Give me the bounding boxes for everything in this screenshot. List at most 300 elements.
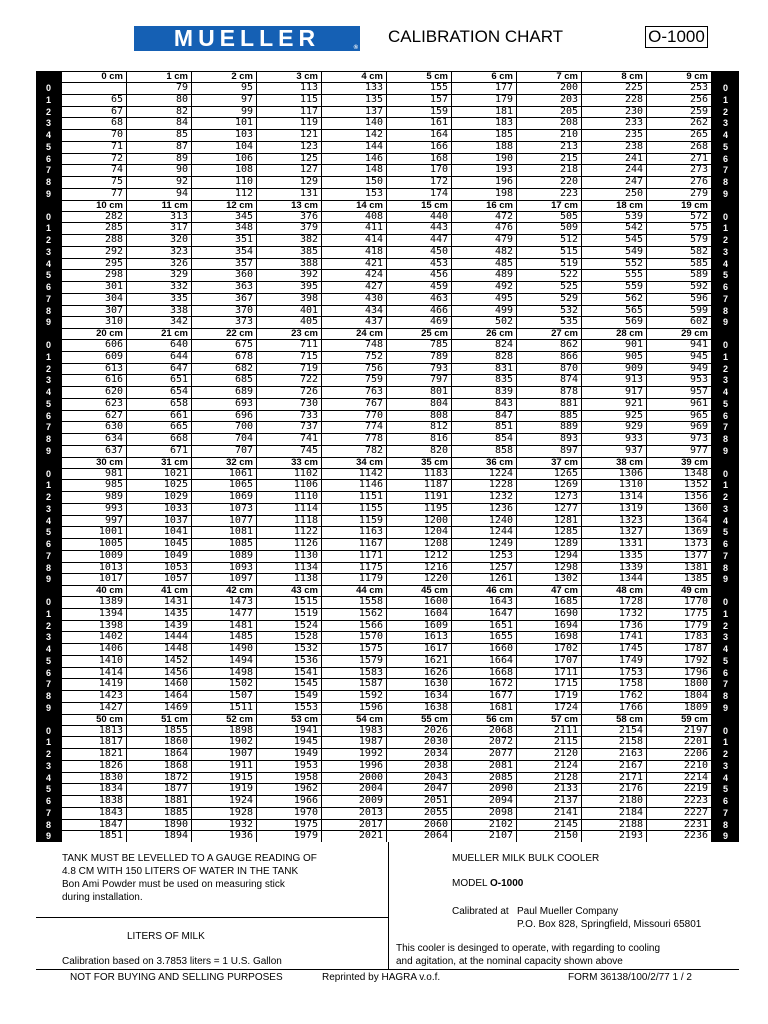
liters-cell: 1753: [582, 668, 646, 679]
liters-cell: 421: [322, 259, 386, 270]
powder-note-line-1: Bon Ami Powder must be used on measuring stick: [62, 879, 285, 890]
liters-cell: 1302: [517, 574, 581, 585]
column-header: 43 cm: [257, 586, 321, 596]
liters-cell: 228: [582, 95, 646, 106]
liters-cell: 133: [322, 83, 386, 94]
row-label-right: 4: [722, 130, 728, 140]
liters-cell: 1970: [257, 808, 321, 819]
liters-cell: 640: [127, 340, 191, 351]
liters-cell: 599: [647, 306, 711, 317]
liters-cell: 295: [62, 259, 126, 270]
row-label-left: 7: [45, 807, 51, 818]
row-label-right: 0: [722, 83, 728, 93]
liters-cell: 1804: [647, 691, 711, 702]
liters-cell: 801: [387, 387, 451, 398]
liters-cell: 1469: [127, 703, 191, 714]
liters-cell: 505: [517, 212, 581, 223]
liters-cell: 704: [192, 434, 256, 445]
liters-cell: 2197: [647, 726, 711, 737]
liters-cell: 812: [387, 422, 451, 433]
liters-cell: 1515: [257, 597, 321, 608]
form-code-box: O-1000: [645, 26, 708, 48]
liters-cell: 1224: [452, 469, 516, 480]
column-header: 44 cm: [322, 586, 386, 596]
row-label-right: 7: [722, 550, 728, 561]
liters-cell: 689: [192, 387, 256, 398]
column-header: 24 cm: [322, 329, 386, 339]
liters-cell: 719: [257, 364, 321, 375]
column-header: 25 cm: [387, 329, 451, 339]
row-label-left: 9: [45, 317, 51, 328]
liters-cell: 1289: [517, 539, 581, 550]
liters-cell: 67: [62, 107, 126, 118]
liters-cell: 68: [62, 118, 126, 129]
liters-cell: 2060: [387, 820, 451, 831]
row-label-left: 2: [45, 492, 51, 502]
row-label-left: 0: [45, 83, 51, 93]
liters-cell: 1485: [192, 632, 256, 643]
liters-cell: 1864: [127, 749, 191, 760]
liters-cell: 913: [582, 375, 646, 386]
liters-cell: 2180: [582, 796, 646, 807]
liters-cell: 1787: [647, 644, 711, 655]
liters-cell: 77: [62, 189, 126, 200]
liters-cell: 623: [62, 399, 126, 410]
liters-cell: 1389: [62, 597, 126, 608]
liters-cell: 1005: [62, 539, 126, 550]
liters-cell: 2043: [387, 773, 451, 784]
liters-cell: 1741: [582, 632, 646, 643]
column-header: 55 cm: [387, 715, 451, 725]
logo-text: MUELLER: [173, 25, 321, 51]
liters-cell: 1494: [192, 656, 256, 667]
liters-cell: 235: [582, 130, 646, 141]
liters-cell: 453: [387, 259, 451, 270]
liters-cell: 881: [517, 399, 581, 410]
liters-cell: 137: [322, 107, 386, 118]
liters-cell: 627: [62, 411, 126, 422]
liters-cell: 634: [62, 434, 126, 445]
row-label-left: 5: [45, 270, 51, 281]
liters-cell: 1987: [322, 737, 386, 748]
liters-cell: 71: [62, 142, 126, 153]
liters-cell: 1600: [387, 597, 451, 608]
liters-cell: 1749: [582, 656, 646, 667]
liters-cell: 401: [257, 306, 321, 317]
row-label-right: 2: [722, 749, 728, 759]
liters-cell: 153: [322, 189, 386, 200]
row-label-left: 2: [45, 106, 51, 117]
column-header: 51 cm: [127, 715, 191, 725]
row-label-right: 2: [722, 235, 728, 245]
liters-cell: 92: [127, 177, 191, 188]
liters-cell: 2013: [322, 808, 386, 819]
liters-cell: 1630: [387, 679, 451, 690]
row-label-right: 8: [722, 177, 728, 187]
liters-cell: 2094: [452, 796, 516, 807]
liters-cell: 1664: [452, 656, 516, 667]
page-title: CALIBRATION CHART: [388, 27, 564, 46]
liters-cell: 1834: [62, 784, 126, 795]
liters-cell: 2150: [517, 831, 581, 842]
column-header: 58 cm: [582, 715, 646, 725]
liters-cell: 447: [387, 235, 451, 246]
column-header: 23 cm: [257, 329, 321, 339]
liters-cell: 476: [452, 223, 516, 234]
liters-cell: 112: [192, 189, 256, 200]
row-label-right: 6: [722, 796, 728, 806]
liters-cell: 1142: [322, 469, 386, 480]
liters-cell: 668: [127, 434, 191, 445]
liters-cell: 190: [452, 154, 516, 165]
liters-cell: 589: [647, 270, 711, 281]
liters-cell: 1261: [452, 574, 516, 585]
liters-cell: 1860: [127, 737, 191, 748]
liters-cell: 123: [257, 142, 321, 153]
row-label-right: 5: [722, 398, 728, 409]
liters-cell: 310: [62, 317, 126, 328]
liters-cell: 148: [322, 165, 386, 176]
liters-cell: 238: [582, 142, 646, 153]
row-label-right: 5: [722, 270, 728, 281]
liters-cell: 2184: [582, 808, 646, 819]
liters-cell: 785: [387, 340, 451, 351]
liters-cell: 1025: [127, 480, 191, 491]
liters-cell: 200: [517, 83, 581, 94]
row-label-left: 2: [45, 235, 51, 245]
liters-cell: 909: [582, 364, 646, 375]
liters-cell: 1244: [452, 527, 516, 538]
liters-cell: 268: [647, 142, 711, 153]
column-header: 7 cm: [517, 72, 581, 82]
calibration-table: [36, 71, 739, 842]
column-header: 56 cm: [452, 715, 516, 725]
liters-cell: 1613: [387, 632, 451, 643]
liters-cell: 370: [192, 306, 256, 317]
liters-cell: 682: [192, 364, 256, 375]
liters-cell: 1736: [582, 621, 646, 632]
liters-cell: 1021: [127, 469, 191, 480]
liters-cell: 851: [452, 422, 516, 433]
liters-cell: 2064: [387, 831, 451, 842]
liters-cell: 2120: [517, 749, 581, 760]
liters-cell: 539: [582, 212, 646, 223]
liters-cell: 1979: [257, 831, 321, 842]
liters-cell: 552: [582, 259, 646, 270]
liters-cell: 1220: [387, 574, 451, 585]
liters-cell: 159: [387, 107, 451, 118]
liters-cell: 1102: [257, 469, 321, 480]
liters-cell: 220: [517, 177, 581, 188]
liters-cell: 1041: [127, 527, 191, 538]
row-label-right: 7: [722, 422, 728, 433]
liters-cell: 1045: [127, 539, 191, 550]
liters-cell: 170: [387, 165, 451, 176]
row-label-left: 9: [45, 574, 51, 585]
liters-cell: 233: [582, 118, 646, 129]
model-line: [452, 878, 523, 890]
liters-cell: 824: [452, 340, 516, 351]
column-header: 36 cm: [452, 458, 516, 468]
row-label-right: 1: [722, 737, 728, 748]
row-label-left: 5: [45, 784, 51, 795]
liters-cell: 1126: [257, 539, 321, 550]
row-label-right: 7: [722, 165, 728, 176]
row-label-right: 7: [722, 807, 728, 818]
liters-cell: 866: [517, 352, 581, 363]
liters-cell: 789: [387, 352, 451, 363]
liters-cell: 342: [127, 317, 191, 328]
liters-cell: 616: [62, 375, 126, 386]
liters-cell: 379: [257, 223, 321, 234]
row-label-right: 2: [722, 363, 728, 374]
liters-cell: 1073: [192, 504, 256, 515]
liters-cell: 360: [192, 270, 256, 281]
liters-cell: 693: [192, 399, 256, 410]
liters-cell: 722: [257, 375, 321, 386]
liters-cell: 957: [647, 387, 711, 398]
liters-cell: 104: [192, 142, 256, 153]
liters-cell: 549: [582, 247, 646, 258]
liters-cell: 1783: [647, 632, 711, 643]
liters-cell: 675: [192, 340, 256, 351]
liters-cell: 79: [127, 83, 191, 94]
liters-cell: 117: [257, 107, 321, 118]
liters-cell: 1643: [452, 597, 516, 608]
liters-cell: 1097: [192, 574, 256, 585]
liters-cell: 630: [62, 422, 126, 433]
row-label-left: 1: [45, 351, 51, 362]
model-label: MODEL: [452, 878, 488, 889]
liters-cell: 763: [322, 387, 386, 398]
row-label-right: 3: [722, 632, 728, 643]
liters-cell: 1953: [257, 761, 321, 772]
liters-cell: 1958: [257, 773, 321, 784]
liters-cell: 973: [647, 434, 711, 445]
liters-cell: 1232: [452, 492, 516, 503]
row-label-right: 8: [722, 691, 728, 701]
row-label-right: 1: [722, 223, 728, 234]
liters-cell: 953: [647, 375, 711, 386]
row-label-left: 3: [45, 632, 51, 643]
liters-cell: 1541: [257, 668, 321, 679]
row-label-left: 4: [45, 387, 51, 397]
liters-cell: 542: [582, 223, 646, 234]
liters-cell: 2085: [452, 773, 516, 784]
liters-cell: 244: [582, 165, 646, 176]
row-label-right: 9: [722, 317, 728, 328]
row-label-left: 0: [45, 340, 51, 350]
row-label-left: 6: [45, 539, 51, 549]
liters-cell: 1377: [647, 551, 711, 562]
liters-cell: 1061: [192, 469, 256, 480]
liters-cell: 1638: [387, 703, 451, 714]
column-header: 29 cm: [647, 329, 711, 339]
column-header: 19 cm: [647, 201, 711, 211]
liters-cell: 1464: [127, 691, 191, 702]
liters-cell: 115: [257, 95, 321, 106]
liters-cell: 2004: [322, 784, 386, 795]
liters-cell: 247: [582, 177, 646, 188]
column-header: 50 cm: [62, 715, 126, 725]
liters-cell: 696: [192, 411, 256, 422]
liters-cell: 651: [127, 375, 191, 386]
liters-cell: 620: [62, 387, 126, 398]
notes-section: [36, 842, 739, 1024]
model-value: O-1000: [489, 878, 524, 889]
liters-cell: 808: [387, 411, 451, 422]
liters-cell: 472: [452, 212, 516, 223]
liters-cell: 525: [517, 282, 581, 293]
liters-cell: 1732: [582, 609, 646, 620]
row-label-right: 4: [722, 515, 728, 526]
liters-cell: 1758: [582, 679, 646, 690]
liters-cell: 1907: [192, 749, 256, 760]
liters-cell: 1698: [517, 632, 581, 643]
liters-cell: 1228: [452, 480, 516, 491]
liters-cell: 172: [387, 177, 451, 188]
liters-cell: 1813: [62, 726, 126, 737]
liters-cell: 997: [62, 516, 126, 527]
liters-cell: 1724: [517, 703, 581, 714]
row-label-right: 3: [722, 118, 728, 129]
liters-cell: 323: [127, 247, 191, 258]
column-header: 30 cm: [62, 458, 126, 468]
row-label-right: 5: [722, 141, 728, 152]
liters-cell: 1830: [62, 773, 126, 784]
liters-cell: 1049: [127, 551, 191, 562]
row-label-left: 9: [45, 188, 51, 199]
liters-cell: 945: [647, 352, 711, 363]
liters-cell: 363: [192, 282, 256, 293]
row-label-left: 6: [45, 410, 51, 421]
liters-cell: 572: [647, 212, 711, 223]
row-label-right: 3: [722, 503, 728, 514]
liters-cell: 1570: [322, 632, 386, 643]
liters-cell: 1212: [387, 551, 451, 562]
liters-cell: 127: [257, 165, 321, 176]
column-header: 54 cm: [322, 715, 386, 725]
liters-cell: 1310: [582, 480, 646, 491]
liters-cell: 1327: [582, 527, 646, 538]
liters-cell: 1285: [517, 527, 581, 538]
row-label-right: 6: [722, 410, 728, 421]
liters-cell: 730: [257, 399, 321, 410]
liters-cell: 1575: [322, 644, 386, 655]
liters-cell: 1253: [452, 551, 516, 562]
footer-disclaimer: NOT FOR BUYING AND SELLING PURPOSES: [70, 972, 283, 983]
liters-cell: 2000: [322, 773, 386, 784]
liters-cell: 2115: [517, 737, 581, 748]
column-header: 0 cm: [62, 72, 126, 82]
liters-cell: 75: [62, 177, 126, 188]
liters-cell: 1604: [387, 609, 451, 620]
row-label-left: 7: [45, 422, 51, 433]
liters-cell: 1208: [387, 539, 451, 550]
liters-cell: 427: [322, 282, 386, 293]
liters-cell: 313: [127, 212, 191, 223]
liters-cell: 1360: [647, 504, 711, 515]
liters-cell: 1775: [647, 609, 711, 620]
liters-cell: 1171: [322, 551, 386, 562]
liters-cell: 1566: [322, 621, 386, 632]
liters-cell: 1033: [127, 504, 191, 515]
row-label-left: 3: [45, 760, 51, 771]
liters-cell: 1655: [452, 632, 516, 643]
liters-cell: 2098: [452, 808, 516, 819]
column-header: 27 cm: [517, 329, 581, 339]
liters-cell: 1719: [517, 691, 581, 702]
liters-cell: 1273: [517, 492, 581, 503]
liters-cell: 828: [452, 352, 516, 363]
liters-cell: 1817: [62, 737, 126, 748]
product-name: MUELLER MILK BULK COOLER: [452, 853, 600, 864]
liters-cell: 179: [452, 95, 516, 106]
liters-cell: 2188: [582, 820, 646, 831]
row-label-right: 1: [722, 480, 728, 491]
liters-cell: 579: [647, 235, 711, 246]
liters-cell: 519: [517, 259, 581, 270]
liters-cell: 1134: [257, 563, 321, 574]
liters-cell: 437: [322, 317, 386, 328]
liters-cell: 1490: [192, 644, 256, 655]
liters-cell: 575: [647, 223, 711, 234]
liters-cell: 1427: [62, 703, 126, 714]
liters-cell: 215: [517, 154, 581, 165]
liters-cell: 335: [127, 294, 191, 305]
row-label-left: 4: [45, 130, 51, 140]
liters-cell: 177: [452, 83, 516, 94]
liters-cell: 188: [452, 142, 516, 153]
liters-cell: 479: [452, 235, 516, 246]
liters-cell: 95: [192, 83, 256, 94]
liters-cell: 1579: [322, 656, 386, 667]
liters-cell: 1932: [192, 820, 256, 831]
column-header: 22 cm: [192, 329, 256, 339]
liters-cell: 878: [517, 387, 581, 398]
liters-cell: 585: [647, 259, 711, 270]
liters-cell: 1294: [517, 551, 581, 562]
liters-cell: 223: [517, 189, 581, 200]
column-header: 16 cm: [452, 201, 516, 211]
liters-cell: 1069: [192, 492, 256, 503]
liters-cell: 1945: [257, 737, 321, 748]
liters-cell: 1498: [192, 668, 256, 679]
row-label-right: 4: [722, 772, 728, 783]
liters-cell: 1195: [387, 504, 451, 515]
liters-cell: 292: [62, 247, 126, 258]
liters-cell: 759: [322, 375, 386, 386]
liters-cell: 168: [387, 154, 451, 165]
liters-cell: 1398: [62, 621, 126, 632]
liters-cell: 715: [257, 352, 321, 363]
liters-cell: 1200: [387, 516, 451, 527]
liters-cell: 562: [582, 294, 646, 305]
liters-cell: 1660: [452, 644, 516, 655]
liters-cell: 210: [517, 130, 581, 141]
liters-cell: 282: [62, 212, 126, 223]
row-label-left: 0: [45, 725, 51, 736]
liters-cell: 241: [582, 154, 646, 165]
liters-cell: 2154: [582, 726, 646, 737]
liters-cell: 155: [387, 83, 451, 94]
liters-cell: 2137: [517, 796, 581, 807]
liters-cell: 596: [647, 294, 711, 305]
liters-cell: 94: [127, 189, 191, 200]
liters-cell: 125: [257, 154, 321, 165]
liters-cell: 752: [322, 352, 386, 363]
liters-cell: 1924: [192, 796, 256, 807]
